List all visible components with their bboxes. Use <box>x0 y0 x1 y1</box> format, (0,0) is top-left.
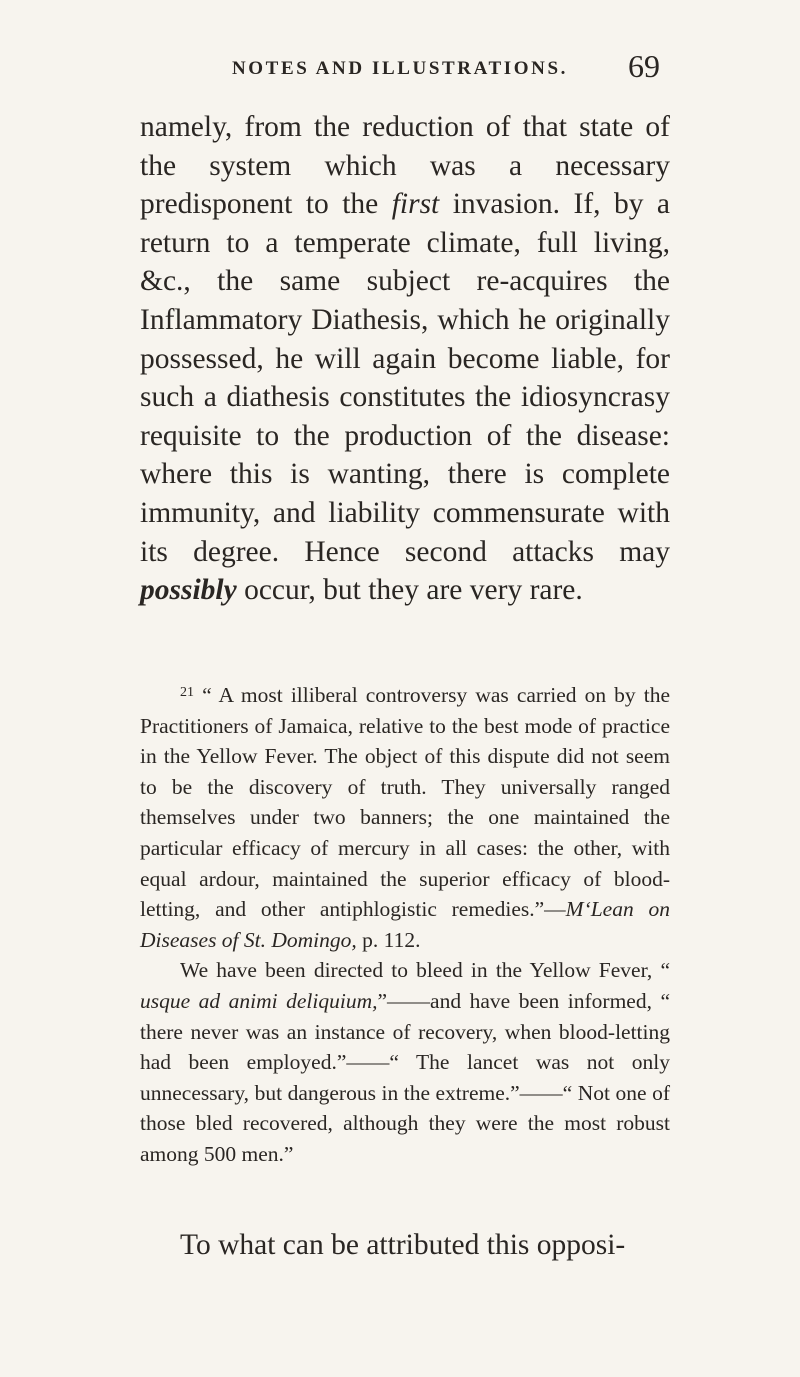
body-text: namely, from the reduction of that state of the system which was a necessary predisponent to the <box>140 111 670 221</box>
body-text: invasion. If, by a return to a temperate climate, full living, &c., the same subject re-acquires the Inflammatory Diathesis, which he originally possessed, he will again become liable, for such a diathesis constitutes the idiosyncrasy requisite to the production of the disease: where this is wanting, there is complete immunity, and liability commensurate with its degree. Hence second attacks may <box>140 188 670 568</box>
footnote-text: We have been directed to bleed in the Yellow Fever, “ <box>180 958 670 983</box>
page-header <box>0 48 800 88</box>
footnote-source: M‘Lean on Diseases of St. Domingo, <box>140 897 670 952</box>
footnote-text: ”——and have been informed, “ there never was an instance of recovery, when blood-letting had been employed.”——“ The lancet was not only unnecessary, but dangerous in the extreme.”——“ Not one of those bled recovered, although they were the most robust among 500 men.” <box>140 988 671 1166</box>
footnote-paragraph-2 <box>140 955 670 1169</box>
body-text: occur, but they are very rare. <box>236 574 583 607</box>
footnote-number: 21 <box>180 685 194 700</box>
footnote <box>140 678 670 1170</box>
footnote-page-ref: p. 112. <box>356 927 421 952</box>
body-paragraph <box>140 108 670 610</box>
continuation-paragraph: To what can be attributed this opposi- <box>180 1229 626 1261</box>
latin-phrase: usque ad animi deliquium, <box>140 988 378 1013</box>
footnote-text: “ A most illiberal controversy was carried on by the Practitioners of Jamaica, relative to the best mode of practice in the Yellow Fever. The object of this dispute did not seem to be the discovery of truth. They universally ranged themselves under two banners; the one maintained the particular efficacy of mercury in all cases: the other, with equal ardour, maintained the superior efficacy of blood-letting, and other antiphlogistic remedies.”— <box>140 683 670 922</box>
running-head: NOTES AND ILLUSTRATIONS. <box>231 58 569 79</box>
page-number: 69 <box>628 48 660 84</box>
emphasis-first: first <box>391 188 440 221</box>
emphasis-possibly: possibly <box>140 574 237 607</box>
footnote-paragraph-1 <box>140 678 670 955</box>
